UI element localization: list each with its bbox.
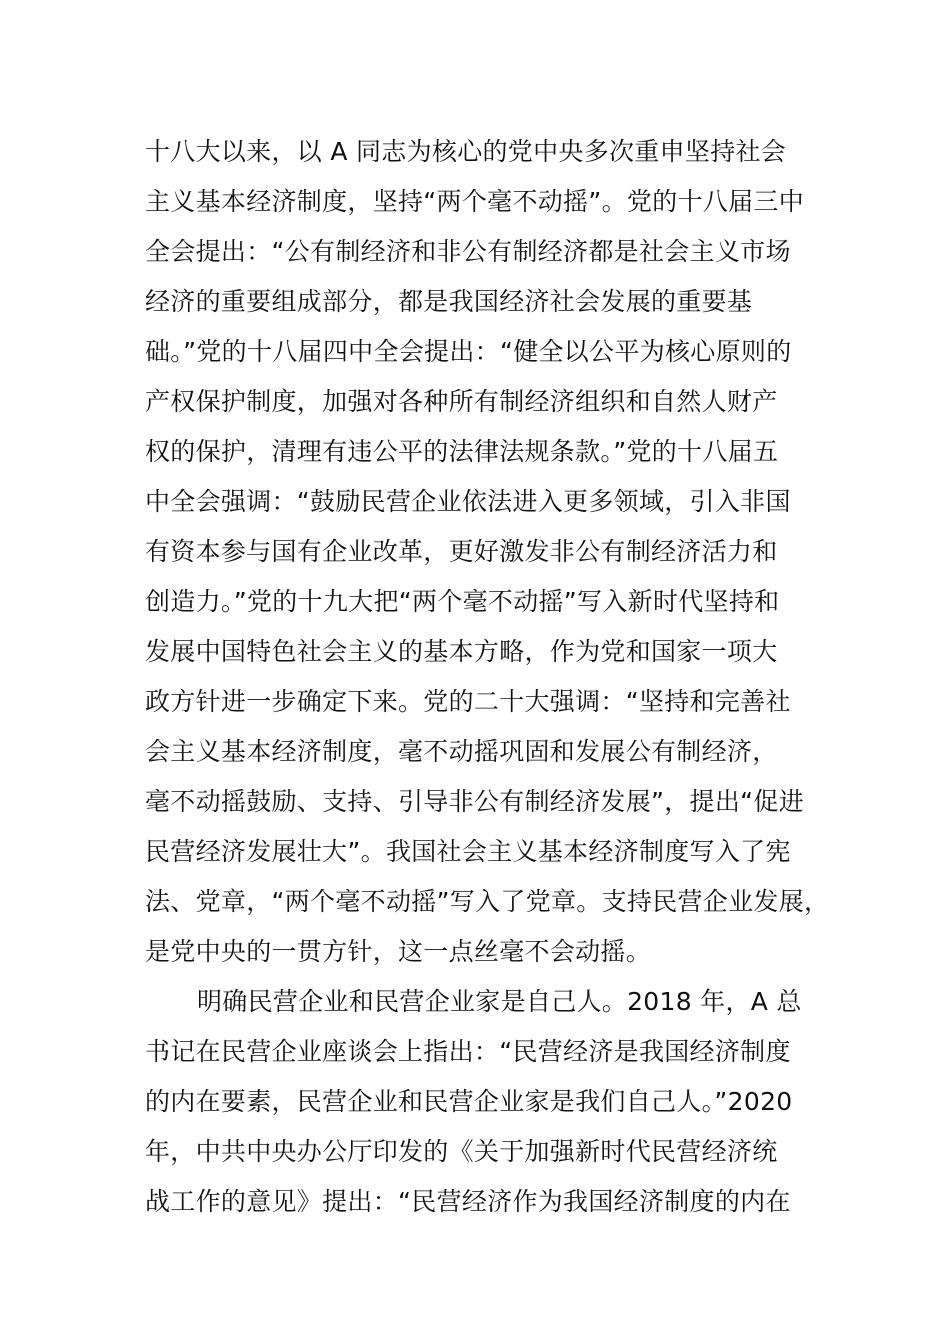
paragraph-1-line: 会主义基本经济制度，毫不动摇巩固和发展公有制经济， <box>145 737 778 766</box>
paragraph-1-line: 毫不动摇鼓励、支持、引导非公有制经济发展”，提出“促进 <box>145 787 805 816</box>
paragraph-1-line: 主义基本经济制度，坚持“两个毫不动摇”。党的十八届三中 <box>145 187 805 216</box>
paragraph-1-line: 产权保护制度，加强对各种所有制经济组织和自然人财产 <box>145 387 778 416</box>
paragraph-2-line: 的内在要素，民营企业和民营企业家是我们自己人。”2020 <box>145 1087 793 1116</box>
paragraph-1-line: 中全会强调：“鼓励民营企业依法进入更多领域，引入非国 <box>145 487 791 516</box>
paragraph-1-line: 发展中国特色社会主义的基本方略，作为党和国家一项大 <box>145 637 778 666</box>
paragraph-2-line: 明确民营企业和民营企业家是自己人。2018 年，A 总 <box>197 987 802 1016</box>
paragraph-1-line: 全会提出：“公有制经济和非公有制经济都是社会主义市场 <box>145 237 791 266</box>
paragraph-2-line: 年，中共中央办公厅印发的《关于加强新时代民营经济统 <box>145 1137 778 1166</box>
paragraph-1-line: 法、党章，“两个毫不动摇”写入了党章。支持民营企业发展， <box>145 887 830 916</box>
paragraph-1-line: 十八大以来，以 A 同志为核心的党中央多次重申坚持社会 <box>145 137 787 166</box>
paragraph-1-line: 是党中央的一贯方针，这一点丝毫不会动摇。 <box>145 937 652 966</box>
paragraph-1-line: 权的保护，清理有违公平的法律法规条款。”党的十八届五 <box>145 437 779 466</box>
paragraph-1-line: 经济的重要组成部分，都是我国经济社会发展的重要基 <box>145 287 753 316</box>
paragraph-2-line: 书记在民营企业座谈会上指出：“民营经济是我国经济制度 <box>145 1037 791 1066</box>
paragraph-1-line: 础。”党的十八届四中全会提出：“健全以公平为核心原则的 <box>145 337 792 366</box>
document-body <box>145 127 835 1227</box>
paragraph-1-line: 民营经济发展壮大”。我国社会主义基本经济制度写入了宪 <box>145 837 791 866</box>
paragraph-1-line: 政方针进一步确定下来。党的二十大强调：“坚持和完善社 <box>145 687 791 716</box>
paragraph-2-line: 战工作的意见》提出：“民营经济作为我国经济制度的内在 <box>145 1187 791 1216</box>
paragraph-1-line: 创造力。”党的十九大把“两个毫不动摇”写入新时代坚持和 <box>145 587 780 616</box>
paragraph-1-line: 有资本参与国有企业改革，更好激发非公有制经济活力和 <box>145 537 778 566</box>
